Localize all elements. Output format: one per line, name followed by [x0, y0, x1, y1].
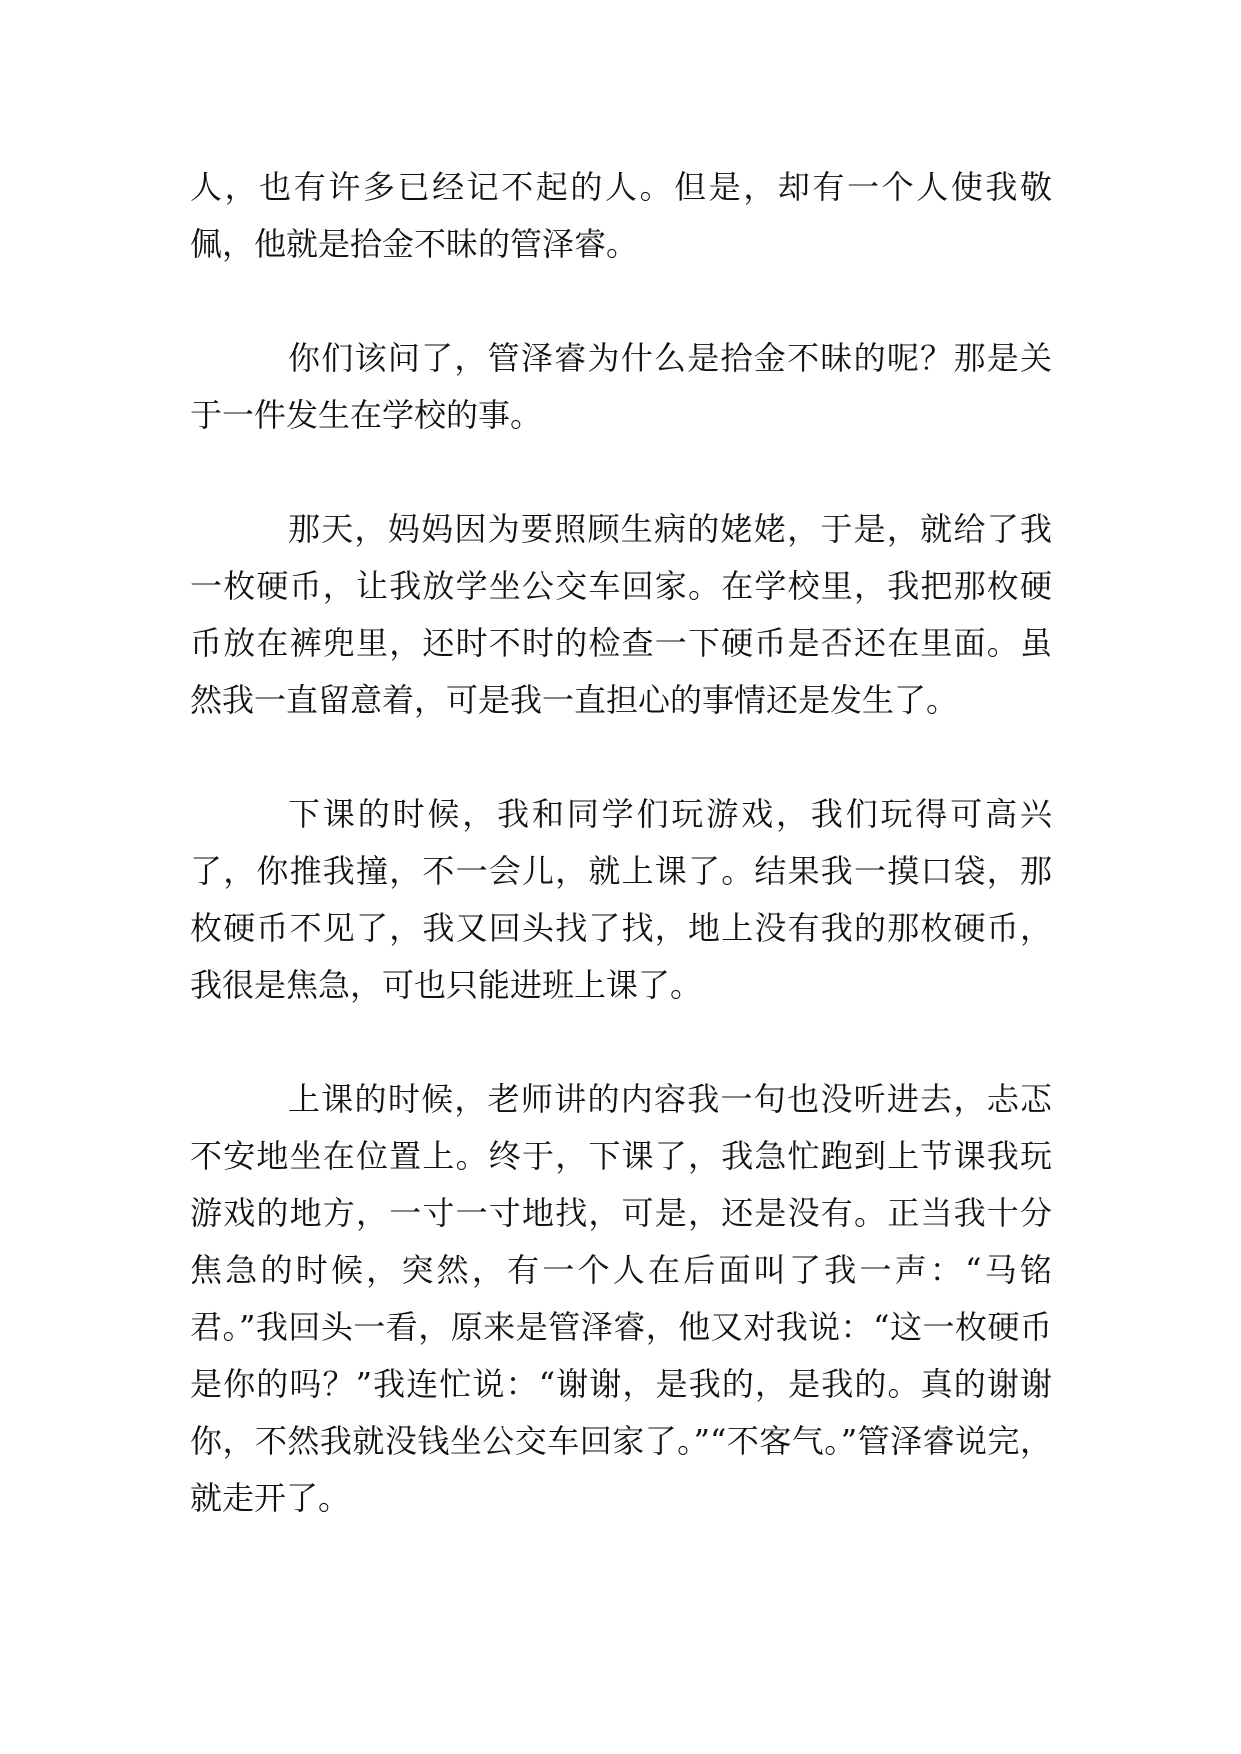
paragraph-3: 那天，妈妈因为要照顾生病的姥姥，于是，就给了我一枚硬币，让我放学坐公交车回家。在学校里，我把那枚硬币放在裤兜里，还时不时的检查一下硬币是否还在里面。虽然我一直留意着，可是我一直担心的事情还是发生了。: [190, 510, 1052, 719]
paragraph-2: 你们该问了，管泽睿为什么是拾金不昧的呢？那是关于一件发生在学校的事。: [190, 339, 1052, 434]
paragraph-4: 下课的时候，我和同学们玩游戏，我们玩得可高兴了，你推我撞，不一会儿，就上课了。结果我一摸口袋，那枚硬币不见了，我又回头找了找，地上没有我的那枚硬币，我很是焦急，可也只能进班上课了。: [190, 795, 1052, 1004]
paragraph-5: 上课的时候，老师讲的内容我一句也没听进去，忐忑不安地坐在位置上。终于，下课了，我急忙跑到上节课我玩游戏的地方，一寸一寸地找，可是，还是没有。正当我十分焦急的时候，突然，有一个人在后面叫了我一声：“马铭君。”我回头一看，原来是管泽睿，他又对我说：“这一枚硬币是你的吗？”我连忙说：“谢谢，是我的，是我的。真的谢谢你，不然我就没钱坐公交车回家了。”“不客气。”管泽睿说完，就走开了。: [190, 1080, 1052, 1517]
document-body: [190, 159, 1052, 1584]
paragraph-1: 人，也有许多已经记不起的人。但是，却有一个人使我敬佩，他就是拾金不昧的管泽睿。: [190, 168, 1052, 263]
